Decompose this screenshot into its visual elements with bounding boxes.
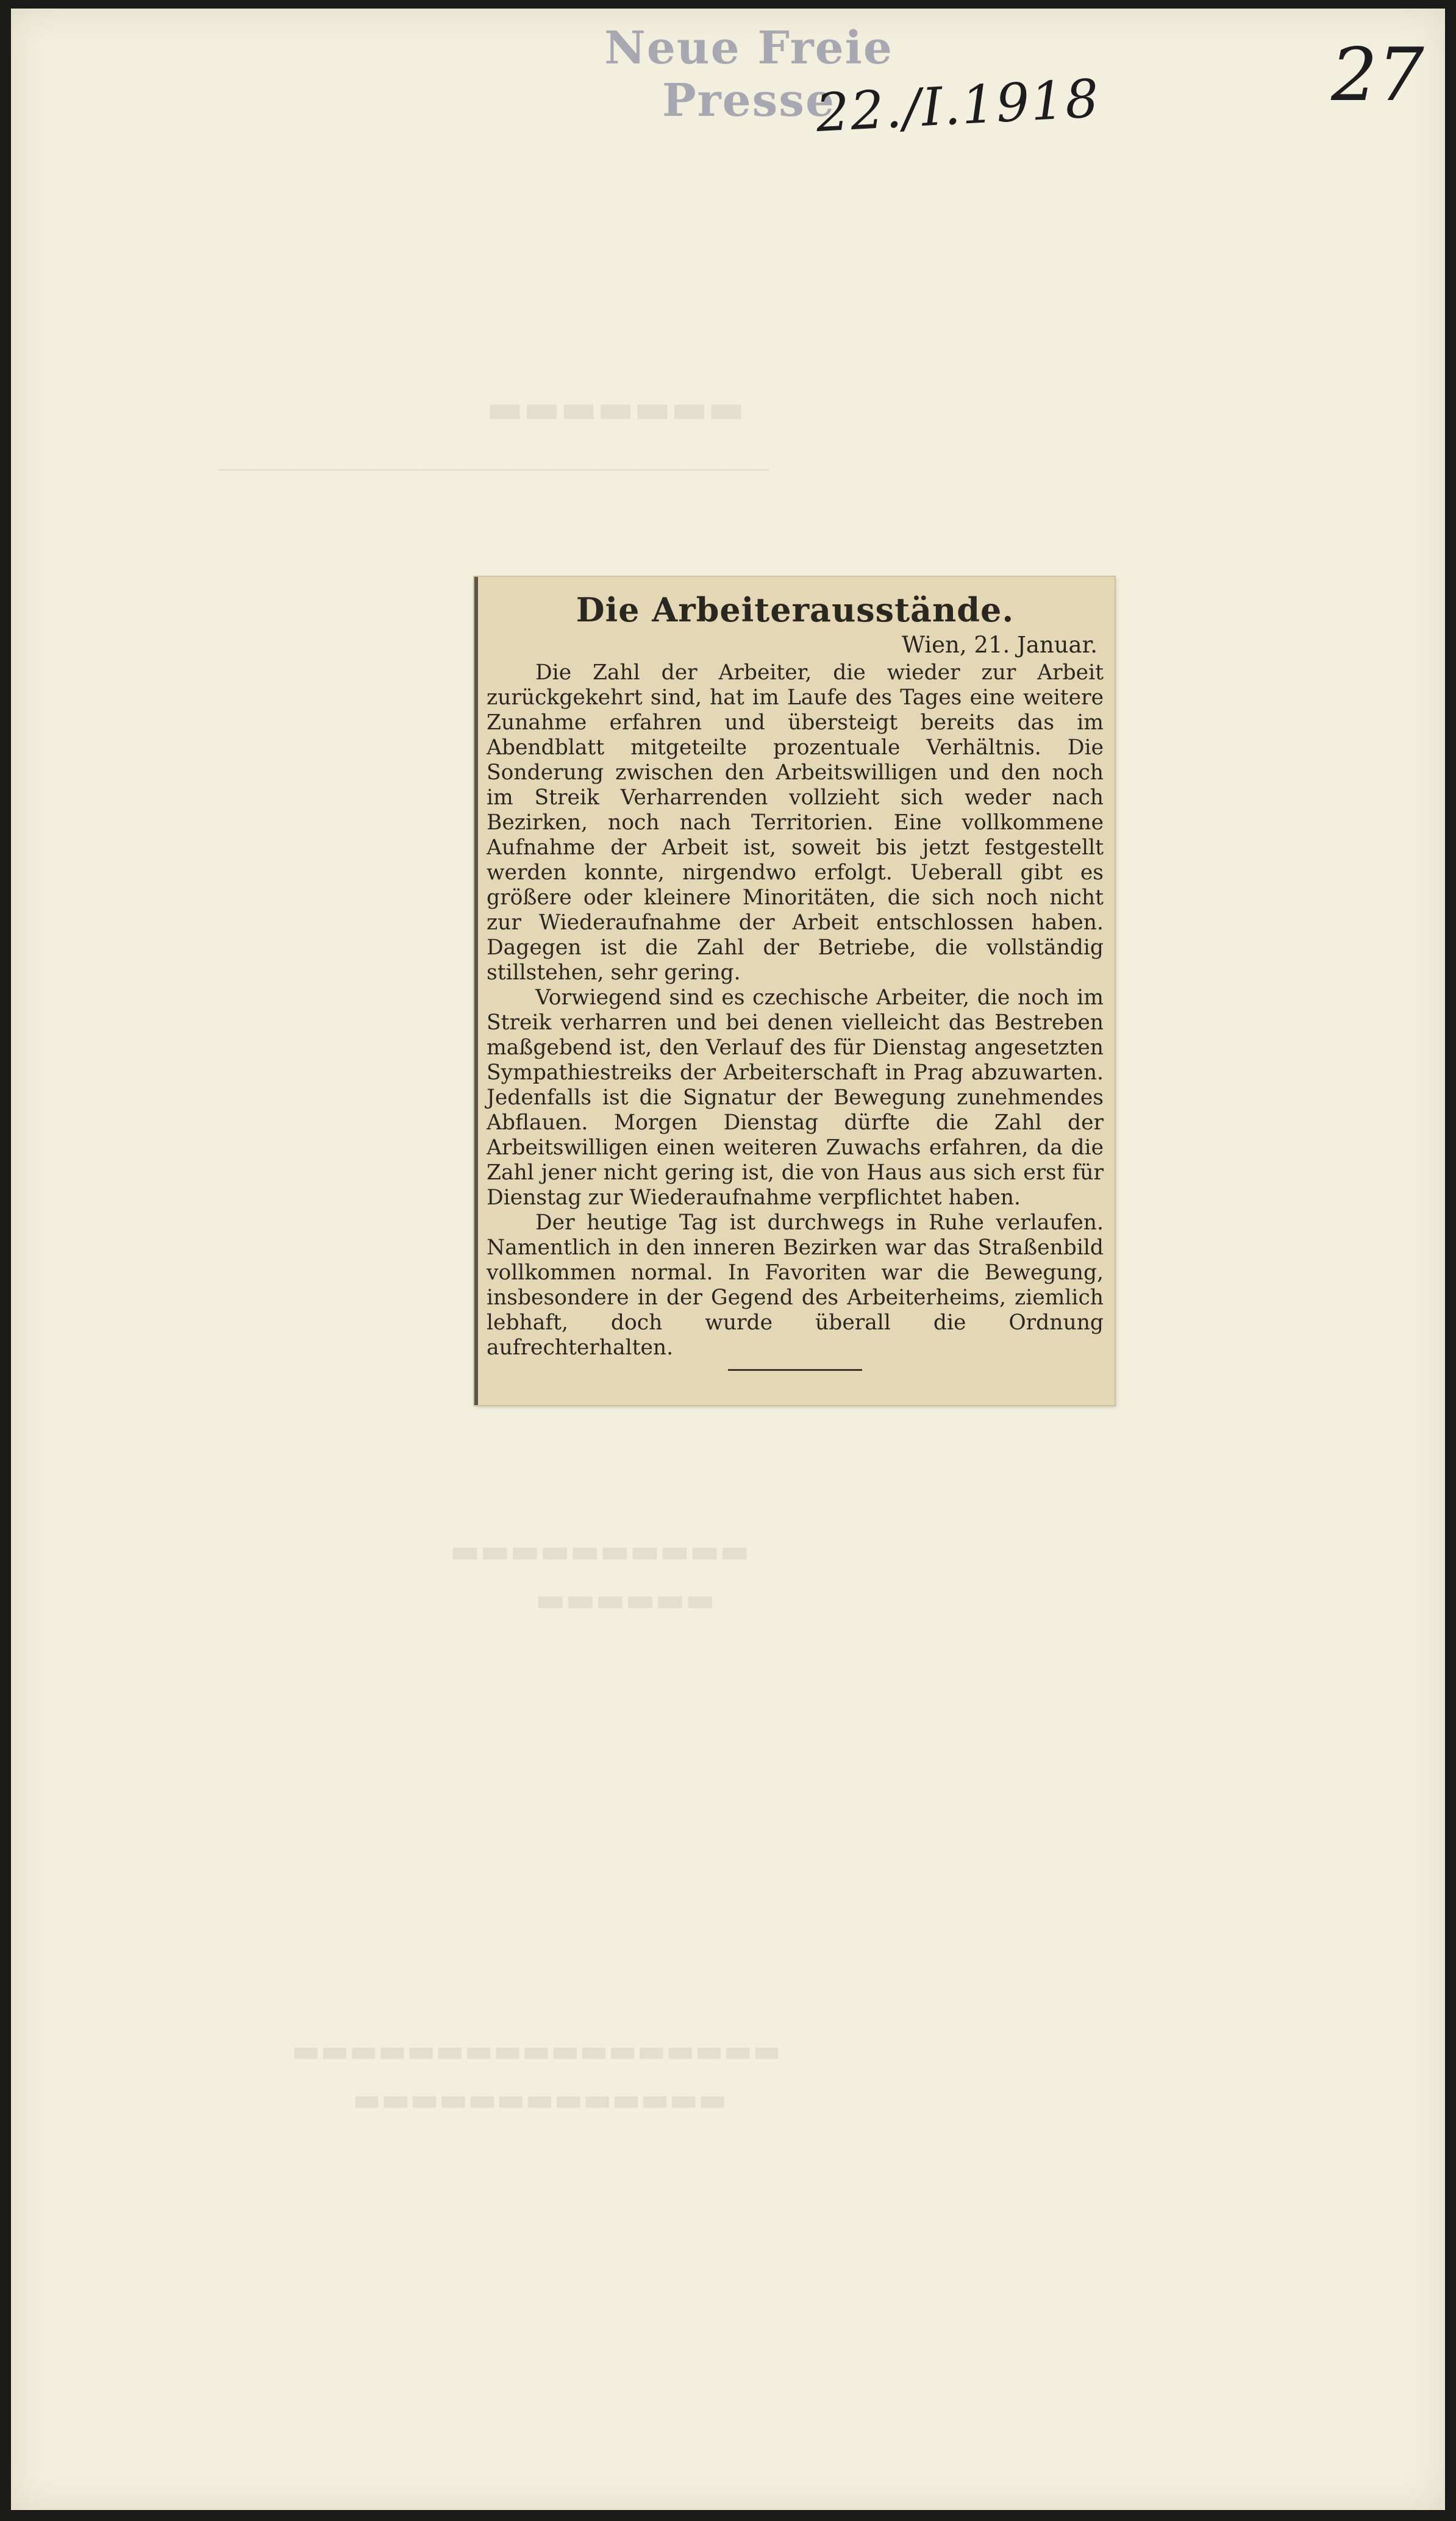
show-through-text: ▬▬▬▬▬▬▬▬▬▬ bbox=[450, 1533, 750, 1570]
article-paragraph: Der heutige Tag ist durchwegs in Ruhe verlaufen. Namentlich in den inneren Bezirken war das Straßenbild vollkommen normal. In Favoriten war die Bewegung, insbesondere in der Gegend des Arbeiterheims, ziemlich lebhaft, doch wurde überall die Ordnung aufrechterhalten. bbox=[487, 1210, 1104, 1360]
handwritten-page-number: 27 bbox=[1331, 33, 1424, 118]
show-through-text: ▬▬▬▬▬▬▬ bbox=[487, 387, 745, 432]
end-rule bbox=[728, 1369, 862, 1371]
show-through-text: ────────────────────────────────────────────────── bbox=[218, 460, 769, 481]
newspaper-clipping bbox=[474, 577, 1115, 1405]
article-headline: Die Arbeiterausstände. bbox=[576, 590, 1015, 629]
clipping-dark-edge bbox=[474, 577, 478, 1405]
handwritten-date: 22./I.1918 bbox=[814, 68, 1102, 145]
show-through-text: ▬▬▬▬▬▬▬▬▬▬▬▬▬ bbox=[352, 2082, 727, 2117]
show-through-text: ▬▬▬▬▬▬▬▬▬▬▬▬▬▬▬▬▬ bbox=[291, 2033, 782, 2069]
document-page bbox=[11, 9, 1445, 2510]
article-paragraph: Die Zahl der Arbeiter, die wieder zur Arbeit zurückgekehrt sind, hat im Laufe des Tages eine weitere Zunahme erfahren und übersteigt bereits das im Abendblatt mitgeteilte prozentuale Verhältnis. Die Sonderung zwischen den Arbeitswilligen und den noch im Streik Verharrenden vollzieht sich weder nach Bezirken, noch nach Territorien. Eine vollkommene Aufnahme der Arbeit ist, soweit bis jetzt festgestellt werden konnte, nirgendwo erfolgt. Ueberall gibt es größere oder kleinere Minoritäten, die sich noch nicht zur Wiederaufnahme der Arbeit entschlossen haben. Dagegen ist die Zahl der Betriebe, die vollständig stillstehen, sehr gering. bbox=[487, 660, 1104, 985]
article-dateline: Wien, 21. Januar. bbox=[901, 632, 1097, 658]
newspaper-stamp: Neue Freie Presse bbox=[604, 22, 893, 127]
article-paragraph: Vorwiegend sind es czechische Arbeiter, die noch im Streik verharren und bei denen vielleicht das Bestreben maßgebend ist, den Verlauf des für Dienstag angesetzten Sympathiestreiks der Arbeiterschaft in Prag abzuwarten. Jedenfalls ist die Signatur der Bewegung zunehmendes Abflauen. Morgen Dienstag dürfte die Zahl der Arbeitswilligen einen weiteren Zuwachs erfahren, da die Zahl jener nicht gering ist, die von Haus aus sich erst für Dienstag zur Wiederaufnahme verpflichtet haben. bbox=[487, 985, 1104, 1210]
show-through-text: ▬▬▬▬▬▬ bbox=[535, 1582, 715, 1618]
